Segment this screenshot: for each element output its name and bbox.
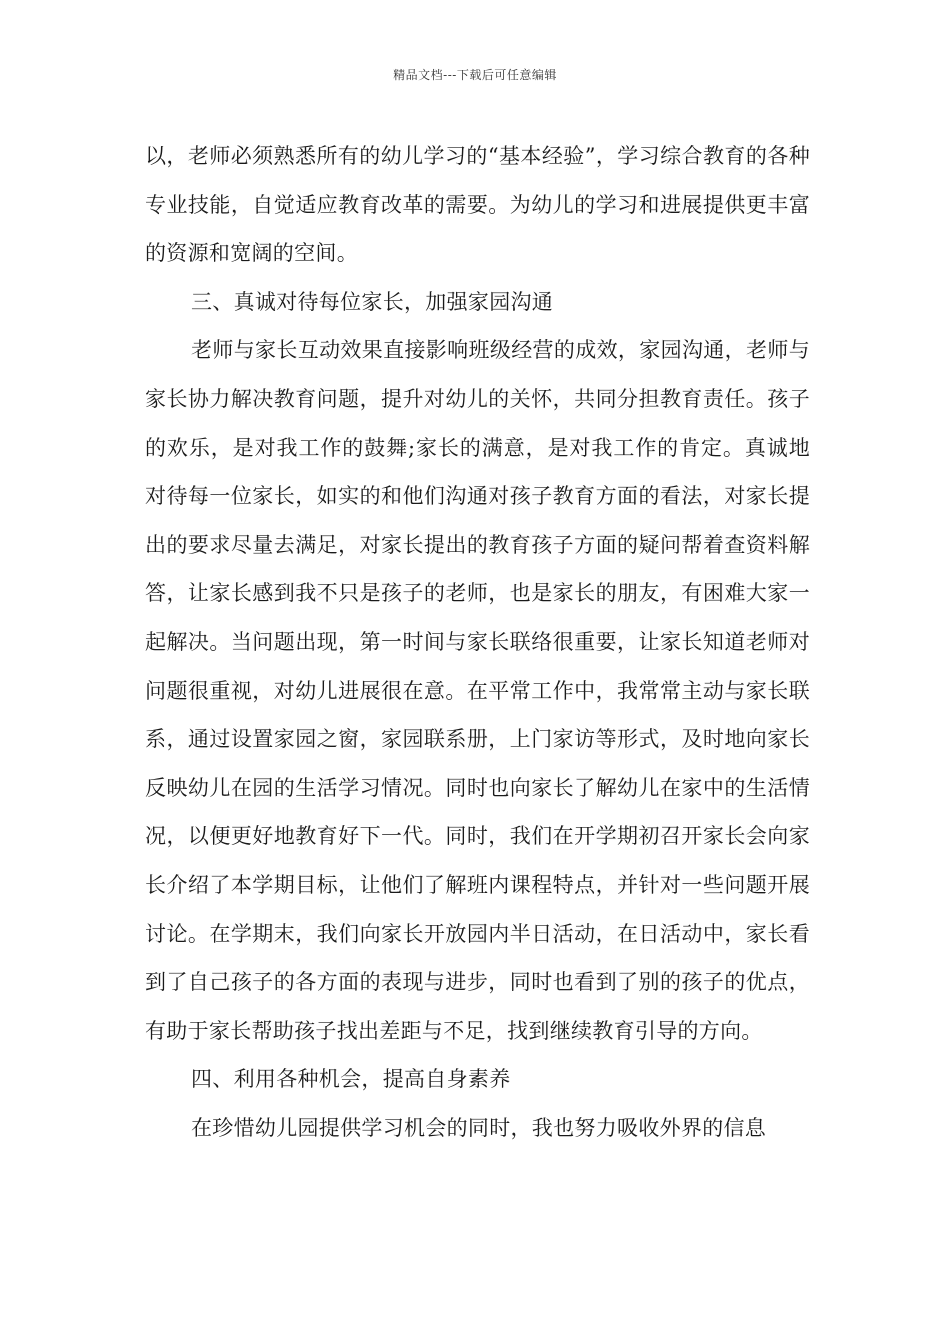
- document-body: [145, 132, 810, 1152]
- section-heading-four: 四、利用各种机会，提高自身素养: [191, 1067, 511, 1092]
- paragraph-parent-communication: 老师与家长互动效果直接影响班级经营的成效，家园沟通，老师与家长协力解决教育问题，提升对幼儿的关怀，共同分担教育责任。孩子的欢乐，是对我工作的鼓舞;家长的满意，是对我工作的肯定。真诚地对待每一位家长，如实的和他们沟通对孩子教育方面的看法，对家长提出的要求尽量去满足，对家长提出的教育孩子方面的疑问帮着查资料解答，让家长感到我不只是孩子的老师，也是家长的朋友，有困难大家一起解决。当问题出现，第一时间与家长联络很重要，让家长知道老师对问题很重视，对幼儿进展很在意。在平常工作中，我常常主动与家长联系，通过设置家园之窗，家园联系册，上门家访等形式，及时地向家长反映幼儿在园的生活学习情况。同时也向家长了解幼儿在家中的生活情况，以便更好地教育好下一代。同时，我们在开学期初召开家长会向家长介绍了本学期目标，让他们了解班内课程特点，并针对一些问题开展讨论。在学期末，我们向家长开放园内半日活动，在日活动中，家长看到了自己孩子的各方面的表现与进步，同时也看到了别的孩子的优点，有助于家长帮助孩子找出差距与不足，找到继续教育引导的方向。: [145, 338, 810, 1043]
- page-header: 精品文档---下载后可任意编辑: [393, 68, 557, 82]
- paragraph-continuation: 以，老师必须熟悉所有的幼儿学习的“基本经验”，学习综合教育的各种专业技能，自觉适应教育改革的需要。为幼儿的学习和进展提供更丰富的资源和宽阔的空间。: [145, 144, 810, 266]
- paragraph-self-improvement: 在珍惜幼儿园提供学习机会的同时，我也努力吸收外界的信息: [191, 1115, 767, 1140]
- section-heading-three: 三、真诚对待每位家长，加强家园沟通: [191, 289, 554, 314]
